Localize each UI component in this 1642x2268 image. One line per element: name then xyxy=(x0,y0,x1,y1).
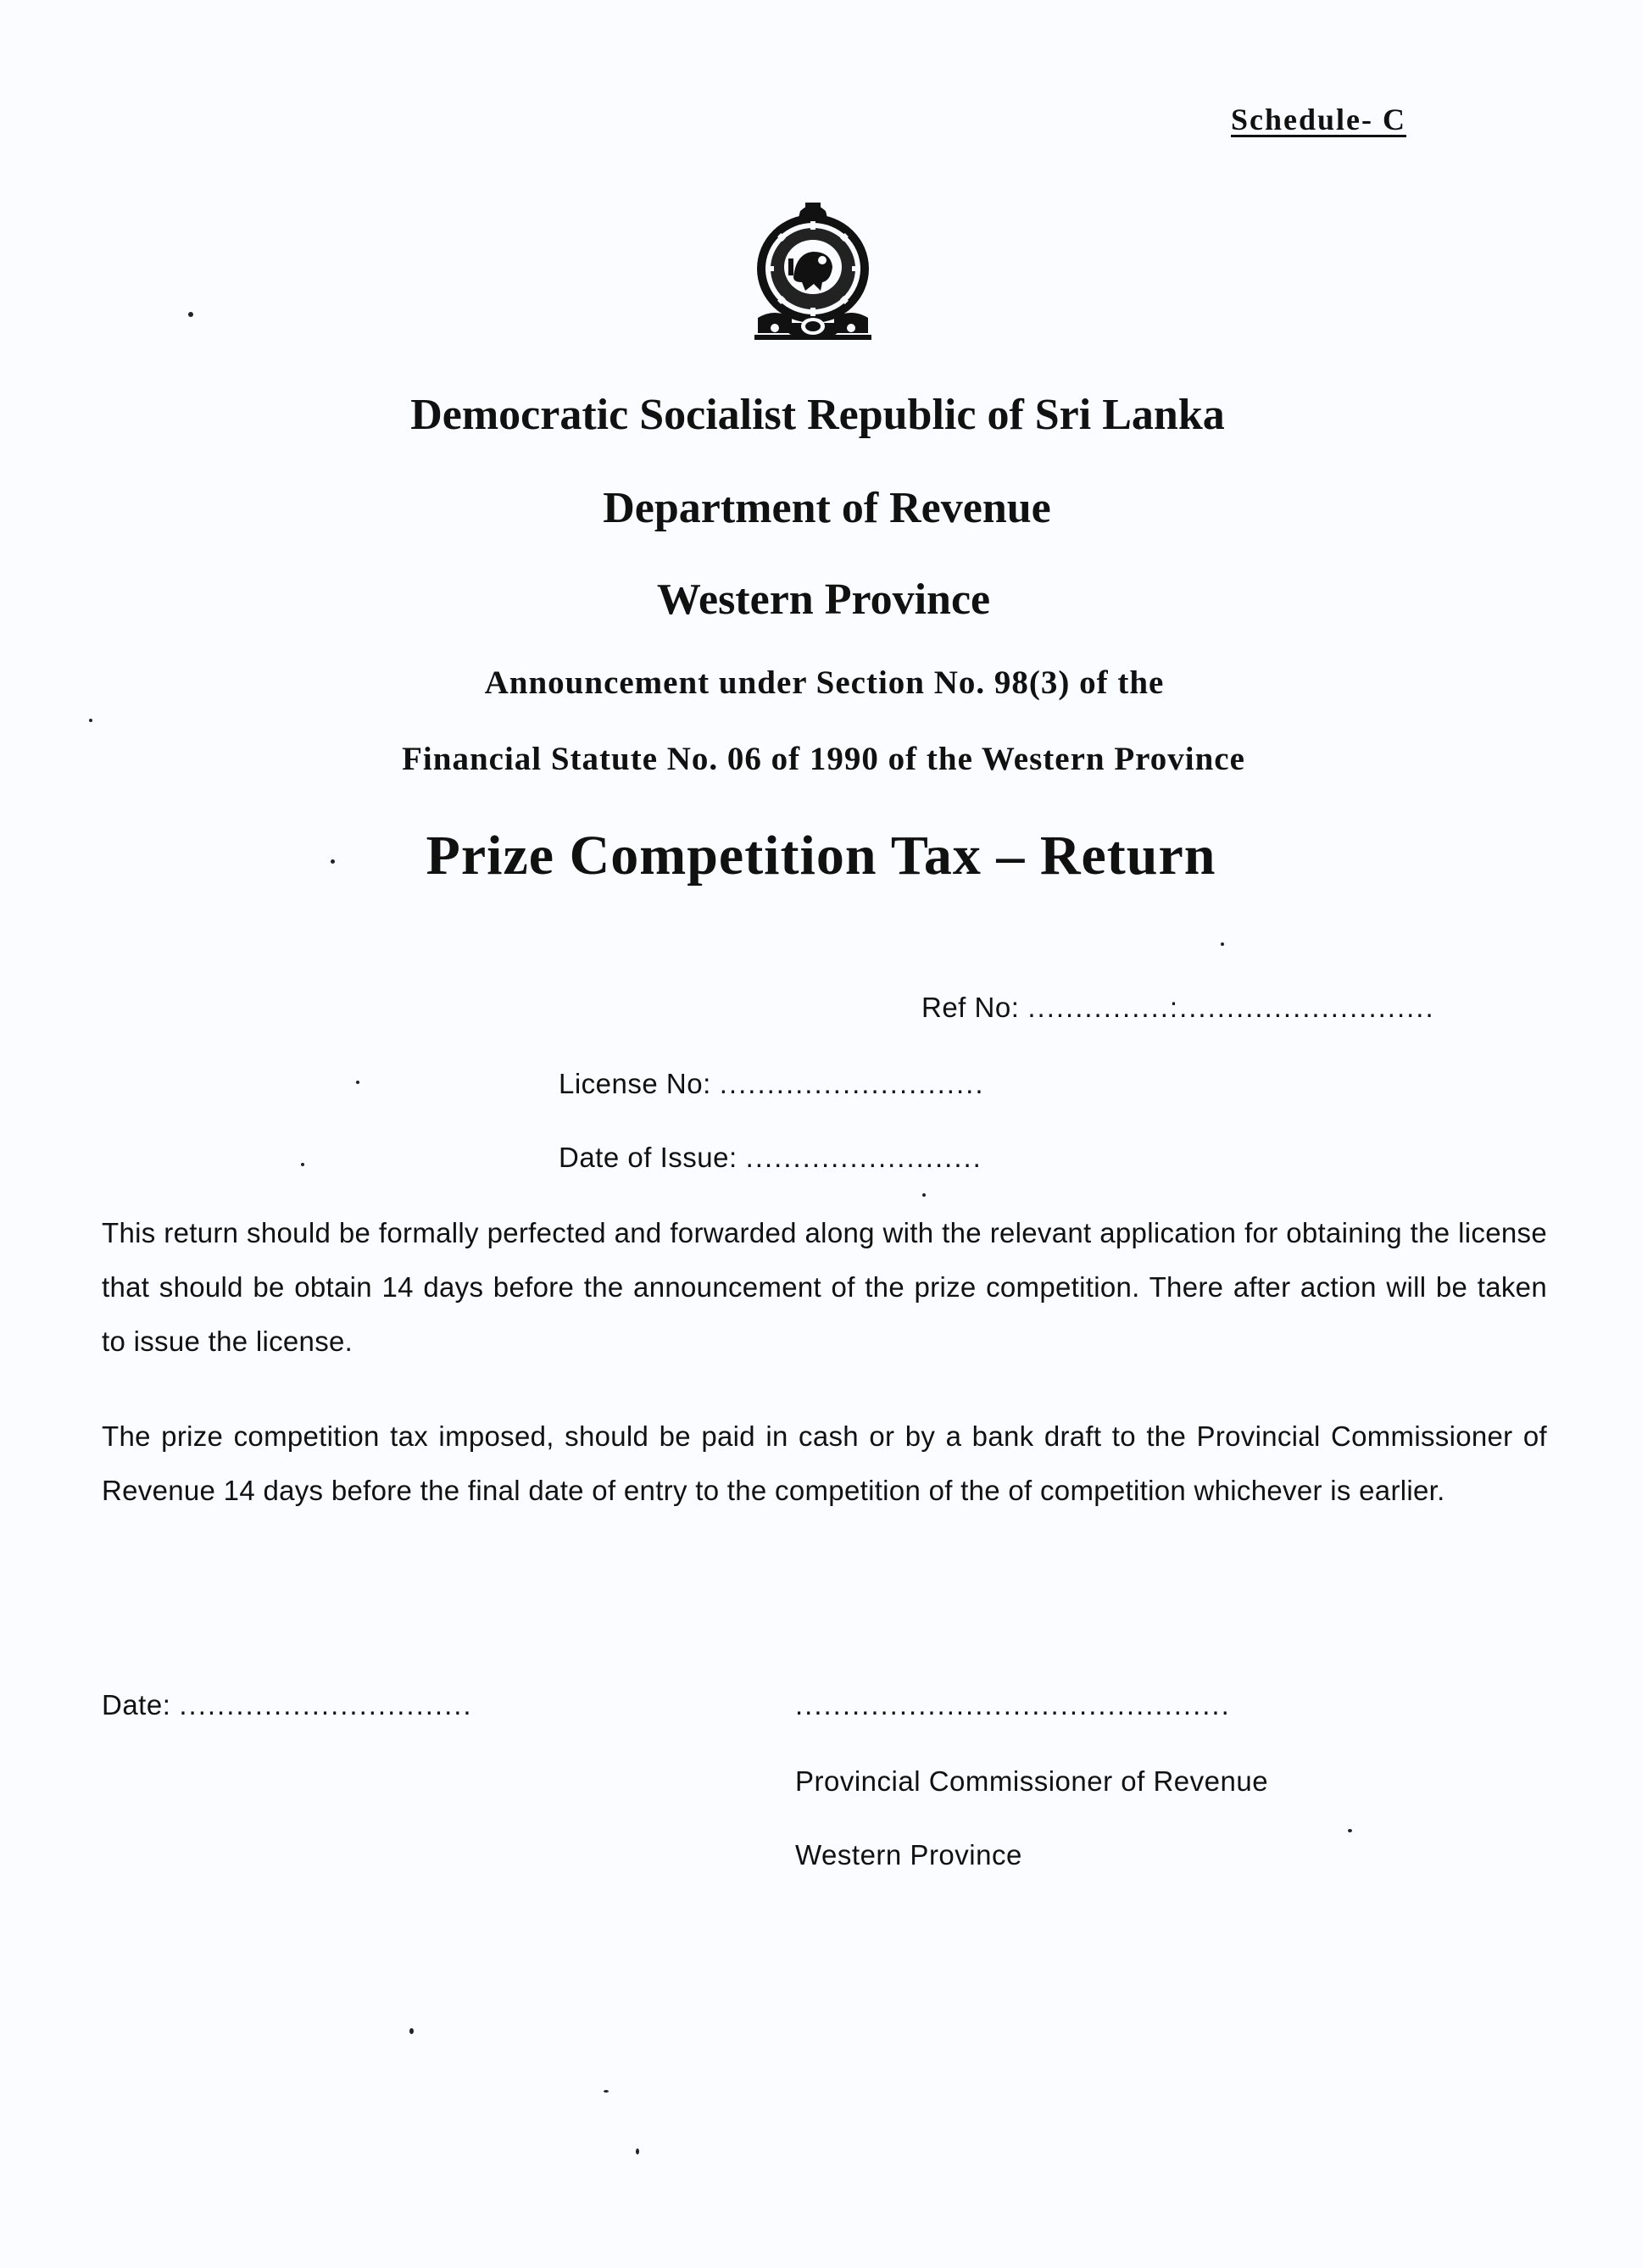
date-label: Date: xyxy=(102,1689,171,1720)
statute-heading: Financial Statute No. 06 of 1990 of the Western Province xyxy=(402,741,1245,777)
date-of-issue-blank[interactable]: ......................... xyxy=(745,1142,982,1173)
ref-no-field[interactable] xyxy=(921,992,1435,1024)
license-no-label: License No: xyxy=(559,1068,711,1099)
section-heading: Announcement under Section No. 98(3) of the xyxy=(484,664,1165,701)
instruction-paragraph-2: The prize competition tax imposed, should be paid in cash or by a bank draft to the Provincial Commissioner of Revenue 14 days before the final date of entry to the competition of the of competition whichever is earlier. xyxy=(102,1420,1547,1506)
signatory-province: Western Province xyxy=(795,1839,1022,1871)
country-heading: Democratic Socialist Republic of Sri Lanka xyxy=(410,391,1225,439)
scan-speck xyxy=(922,1193,926,1197)
scan-speck xyxy=(1348,1829,1352,1832)
document-title: Prize Competition Tax – Return xyxy=(426,825,1216,887)
scan-speck xyxy=(636,2148,639,2154)
ref-no-label: Ref No: xyxy=(921,992,1020,1023)
license-no-blank[interactable]: ............................ xyxy=(719,1068,985,1099)
scan-speck xyxy=(604,2090,609,2093)
scan-speck xyxy=(89,719,92,722)
date-blank[interactable]: ............................... xyxy=(179,1689,473,1720)
scan-speck xyxy=(331,859,335,864)
ref-no-blank[interactable]: ...............:........................... xyxy=(1027,992,1435,1023)
scan-speck xyxy=(1221,942,1224,946)
date-field[interactable] xyxy=(102,1689,473,1721)
department-heading: Department of Revenue xyxy=(603,484,1051,532)
province-heading: Western Province xyxy=(656,575,991,624)
date-of-issue-field[interactable] xyxy=(559,1142,982,1174)
schedule-label: Schedule- C xyxy=(1231,103,1407,136)
signatory-title: Provincial Commissioner of Revenue xyxy=(795,1765,1269,1797)
scan-speck xyxy=(356,1081,359,1084)
signature-line[interactable]: .............................................. xyxy=(795,1689,1231,1720)
license-no-field[interactable] xyxy=(559,1068,984,1100)
scan-speck xyxy=(188,312,193,317)
scan-speck xyxy=(301,1163,304,1166)
scan-speck xyxy=(409,2028,414,2034)
date-of-issue-label: Date of Issue: xyxy=(559,1142,738,1173)
sri-lanka-emblem-icon xyxy=(749,199,877,343)
instruction-paragraph-1: This return should be formally perfected and forwarded along with the relevant application for obtaining the license that should be obtain 14 days before the announcement of the prize competition. There after action will be taken to issue the license. xyxy=(102,1217,1547,1357)
